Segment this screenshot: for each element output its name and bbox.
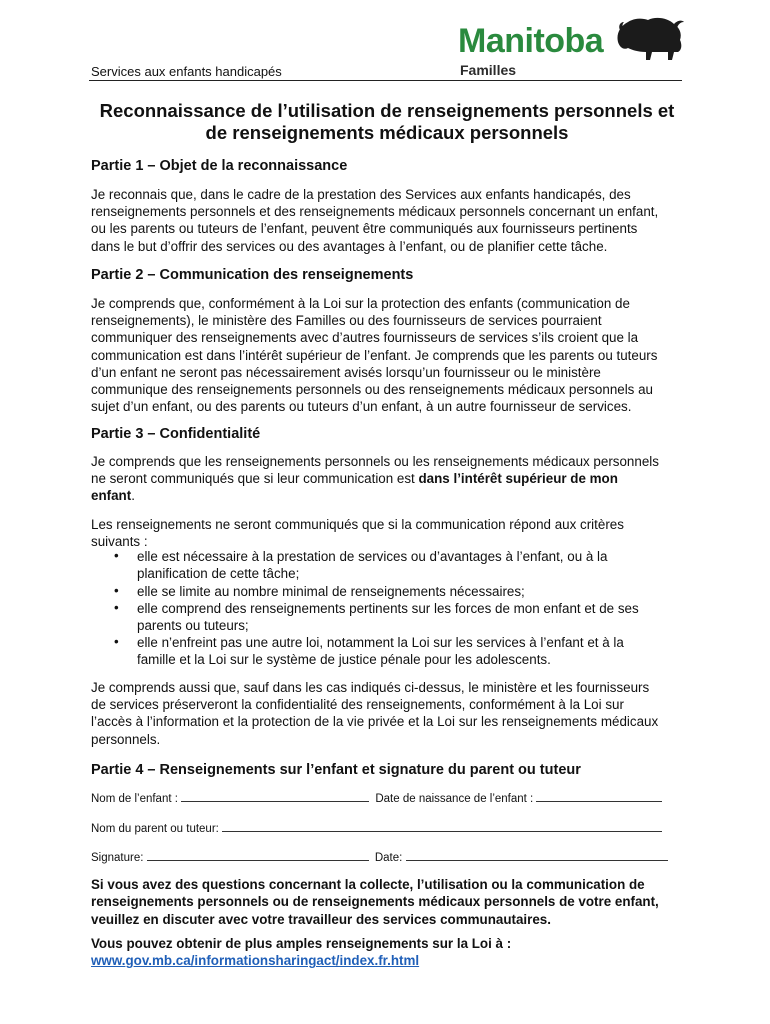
signature-row [91,849,668,864]
part4-heading: Partie 4 – Renseignements sur l’enfant et signature du parent ou tuteur [91,762,581,778]
bullet-icon: • [114,600,119,615]
logo-wordmark: Manitoba [458,22,604,60]
document-title: Reconnaissance de l’utilisation de renseignements personnels et de renseignements médicaux personnels [99,100,675,143]
bullet-icon: • [114,548,119,563]
child-name-field[interactable] [181,790,369,802]
manitoba-logo [456,8,686,84]
parent-row [91,820,662,835]
signature-label: Signature: [91,852,144,864]
parent-name-field[interactable] [222,820,662,832]
dob-label: Date de naissance de l’enfant : [375,793,534,805]
list-item: elle comprend des renseignements pertinents sur les forces de mon enfant et de ses parents ou tuteurs; [137,601,639,634]
list-item: elle se limite au nombre minimal de renseignements nécessaires; [137,584,525,599]
dob-field[interactable] [536,790,662,802]
bullet-icon: • [114,583,119,598]
logo-department: Familles [460,62,517,78]
parent-name-label: Nom du parent ou tuteur: [91,823,219,835]
date-label: Date: [374,852,403,864]
part1-body: Je reconnais que, dans le cadre de la prestation des Services aux enfants handicapés, des renseignements personnels et des renseignements médicaux personnels concernant un enfant, ou les parents ou tuteurs de l’enfant, peuvent être communiqués aux fournisseurs pertinents dans le but d’offrir des services ou des avantages à l’enfant, ou de planifier cette tâche. [91,187,659,254]
part2-heading: Partie 2 – Communication des renseignements [91,267,414,283]
more-info: Vous pouvez obtenir de plus amples renseignements sur la Loi à : www.gov.mb.ca/informationsharingact/index.fr.html [91,936,512,969]
questions-note: Si vous avez des questions concernant la collecte, l’utilisation ou la communication de renseignements personnels ou de renseignements médicaux personnels de votre enfant, veuillez en discuter avec votre travailleur des services communautaires. [91,877,659,927]
list-item: elle est nécessaire à la prestation de services ou d’avantages à l’enfant, ou à la planification de cette tâche; [137,549,608,582]
part2-body: Je comprends que, conformément à la Loi sur la protection des enfants (communication de renseignements), le ministère des Familles ou des fournisseurs de services pourraient communiquer des renseignements avec d’autres fournisseurs de services s’ils croient que la communication est dans l’intérêt supérieur de l’enfant. Je comprends que les parents ou tuteurs d’un enfant ne seront pas nécessairement avisés lorsqu’un fournisseur ou le ministère communique des renseignements personnels ou des renseignements médicaux personnels au sujet d’un enfant, ou des parents ou tuteurs d’un enfant, à un autre fournisseur de services. [91,296,658,415]
list-item: elle n’enfreint pas une autre loi, notamment la Loi sur les services à l’enfant et à la famille et la Loi sur le système de justice pénale pour les adolescents. [137,635,624,668]
part3-closing: Je comprends aussi que, sauf dans les cas indiqués ci-dessus, le ministère et les fournisseurs de services préserveront la confidentialité des renseignements, conformément à la Loi sur l’accès à l’information et la protection de la vie privée et la Loi sur les renseignements médicaux personnels. [91,680,659,747]
signature-field[interactable] [147,849,369,861]
bullet-icon: • [114,634,119,649]
child-info-row [91,790,662,805]
part3-intro: Je comprends que les renseignements personnels ou les renseignements médicaux personnels ne seront communiqués que si leur communication est dans l’intérêt supérieur de mon enfant. [91,454,659,504]
part1-heading: Partie 1 – Objet de la reconnaissance [91,158,348,174]
child-name-label: Nom de l’enfant : [91,793,178,805]
program-name: Services aux enfants handicapés [91,64,282,79]
info-sharing-link[interactable]: www.gov.mb.ca/informationsharingact/index.fr.html [91,953,420,969]
bison-icon [612,12,686,66]
part3-criteria: Les renseignements ne seront communiqués que si la communication répond aux critères suivants : [91,517,624,550]
part3-heading: Partie 3 – Confidentialité [91,426,261,442]
date-field[interactable] [406,849,668,861]
